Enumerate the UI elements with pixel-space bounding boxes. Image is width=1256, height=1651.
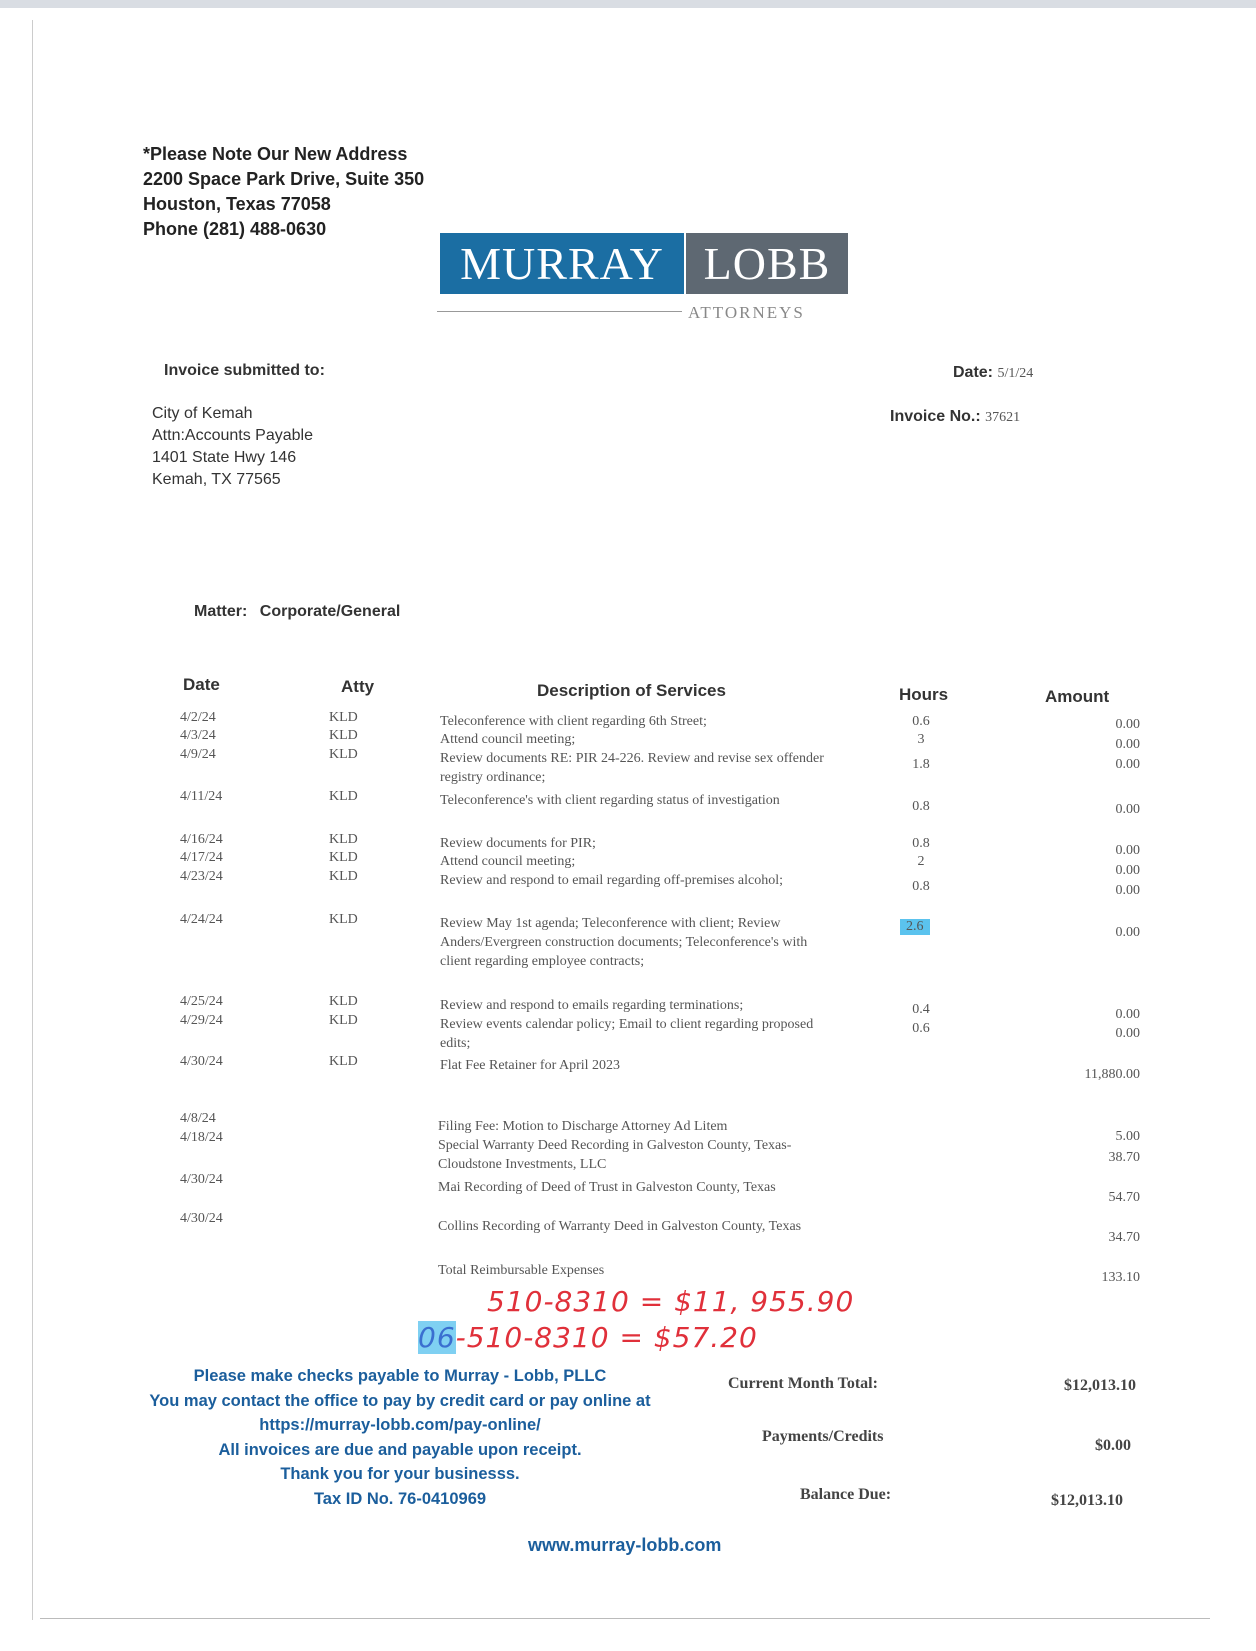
tax-id: Tax ID No. 76-0410969 [313,1489,487,1508]
row-hours: 0.8 [912,836,930,851]
date-value: 5/1/24 [997,366,1034,381]
balance-due-value: $12,013.10 [1051,1492,1123,1509]
row-date: 4/16/24 [180,832,223,847]
website-link[interactable]: www.murray-lobb.com [528,1535,722,1555]
row-description: Review events calendar policy; Email to client regarding proposed edits; [440,1017,814,1051]
row-description: Attend council meeting; [440,854,576,869]
current-total-value: $12,013.10 [1064,1377,1136,1394]
row-hours: 0.4 [912,1002,930,1017]
address-phone: Phone (281) 488-0630 [143,219,327,239]
row-amount: 0.00 [1115,863,1140,878]
expense-description: Special Warranty Deed Recording in Galveston County, Texas- Cloudstone Investments, LLC [438,1138,792,1172]
row-hours: 0.8 [912,799,930,814]
row-amount: 0.00 [1115,1007,1140,1022]
handwritten-note-2 [418,1322,758,1354]
row-amount: 0.00 [1115,717,1140,732]
invoice-number [890,408,1020,426]
address-street: 2200 Space Park Drive, Suite 350 [143,169,425,189]
logo-lobb: LOBB [686,233,848,294]
row-description: Review and respond to email regarding off-premises alcohol; [440,873,784,888]
address-note: *Please Note Our New Address [143,144,408,164]
matter-label: Matter: [194,603,248,620]
expense-date: 4/30/24 [180,1211,223,1226]
invoice-date [953,364,1033,382]
expense-amount: 54.70 [1108,1190,1140,1205]
scan-border [0,0,1256,8]
row-attorney: KLD [329,789,358,804]
expense-amount: 38.70 [1108,1150,1140,1165]
row-attorney: KLD [329,747,358,762]
recipient-name: City of Kemah [152,405,253,422]
row-date: 4/23/24 [180,869,223,884]
row-description: Teleconference's with client regarding status of investigation [440,793,780,808]
firm-address [143,142,424,242]
col-header-hours: Hours [899,685,949,704]
date-label: Date: [953,364,994,381]
row-attorney: KLD [329,728,358,743]
row-description: Teleconference with client regarding 6th Street; [440,714,707,729]
row-hours: 3 [917,732,925,747]
row-description: Review May 1st agenda; Teleconference with client; Review Anders/Evergreen construction documents; Teleconference's with client regarding employee contracts; [440,916,808,969]
col-header-description: Description of Services [537,681,726,700]
row-attorney: KLD [329,912,358,927]
row-attorney: KLD [329,710,358,725]
payable-to: Please make checks payable to Murray - Lobb, PLLC [193,1367,607,1385]
handwritten-note-2-text: -510-8310 = $57.20 [455,1321,758,1354]
col-header-atty: Atty [341,677,375,696]
row-hours: 1.8 [912,757,930,772]
row-hours: 0.8 [912,879,930,894]
row-description: Flat Fee Retainer for April 2023 [440,1058,621,1073]
current-total-label: Current Month Total: [728,1375,878,1392]
row-description: Review and respond to emails regarding terminations; [440,998,744,1013]
row-attorney: KLD [329,832,358,847]
expense-amount: 34.70 [1108,1230,1140,1245]
payments-label: Payments/Credits [762,1428,884,1445]
row-date: 4/9/24 [180,747,216,762]
expenses-total-label: Total Reimbursable Expenses [438,1263,605,1278]
row-date: 4/3/24 [180,728,216,743]
highlighted-prefix: 06 [418,1321,456,1354]
expense-description: Mai Recording of Deed of Trust in Galveston County, Texas [438,1180,776,1195]
matter-value: Corporate/General [259,603,401,620]
row-description: Review documents RE: PIR 24-226. Review and revise sex offender registry ordinance; [440,751,824,785]
expense-description: Collins Recording of Warranty Deed in Galveston County, Texas [438,1219,802,1234]
row-hours: 0.6 [912,714,930,729]
scan-edge [32,20,33,1620]
row-amount: 0.00 [1115,737,1140,752]
logo-murray: MURRAY [440,233,684,294]
row-amount: 0.00 [1115,802,1140,817]
expense-date: 4/18/24 [180,1130,223,1145]
expense-amount: 5.00 [1115,1129,1140,1144]
expense-description: Filing Fee: Motion to Discharge Attorney Ad Litem [438,1119,728,1134]
row-attorney: KLD [329,994,358,1009]
due-notice: All invoices are due and payable upon receipt. [218,1440,582,1459]
row-description: Attend council meeting; [440,732,576,747]
recipient-attn: Attn:Accounts Payable [152,427,313,444]
expense-date: 4/30/24 [180,1172,223,1187]
row-hours: 0.6 [912,1021,930,1036]
row-attorney: KLD [329,869,358,884]
matter [194,603,400,621]
row-date: 4/24/24 [180,912,223,927]
address-city: Houston, Texas 77058 [143,194,331,214]
row-attorney: KLD [329,1013,358,1028]
row-attorney: KLD [329,1054,358,1069]
row-hours: 2.6 [900,919,930,935]
row-amount: 11,880.00 [1084,1067,1140,1082]
logo-subtitle: ATTORNEYS [688,303,805,322]
row-amount: 0.00 [1115,757,1140,772]
row-date: 4/25/24 [180,994,223,1009]
invoice-no-value: 37621 [985,410,1021,425]
col-header-amount: Amount [1045,687,1110,706]
recipient-city: Kemah, TX 77565 [152,471,281,488]
row-description: Review documents for PIR; [440,836,596,851]
row-amount: 0.00 [1115,883,1140,898]
payments-value: $0.00 [1095,1437,1131,1454]
recipient-address [152,403,313,491]
handwritten-note-1: 510-8310 = $11, 955.90 [487,1285,855,1318]
row-amount: 0.00 [1115,1026,1140,1041]
pay-online: You may contact the office to pay by credit card or pay online at https://murray-lobb.com/pay-online/ [149,1391,651,1434]
scan-edge-bottom [40,1618,1210,1619]
row-hours: 2 [917,854,925,869]
row-date: 4/30/24 [180,1054,223,1069]
recipient-street: 1401 State Hwy 146 [152,449,297,466]
row-date: 4/11/24 [180,789,223,804]
expenses-total-amount: 133.10 [1101,1270,1140,1285]
row-amount: 0.00 [1115,925,1140,940]
row-date: 4/29/24 [180,1013,223,1028]
col-header-date: Date [183,675,220,694]
row-amount: 0.00 [1115,843,1140,858]
row-date: 4/17/24 [180,850,223,865]
thank-you: Thank you for your businesss. [280,1465,520,1483]
row-date: 4/2/24 [180,710,216,725]
submitted-to-label: Invoice submitted to: [164,362,325,379]
payment-instructions [140,1364,660,1511]
row-attorney: KLD [329,850,358,865]
balance-due-label: Balance Due: [800,1486,892,1503]
invoice-no-label: Invoice No.: [890,408,981,425]
logo-rule [437,311,682,312]
expense-date: 4/8/24 [180,1111,216,1126]
